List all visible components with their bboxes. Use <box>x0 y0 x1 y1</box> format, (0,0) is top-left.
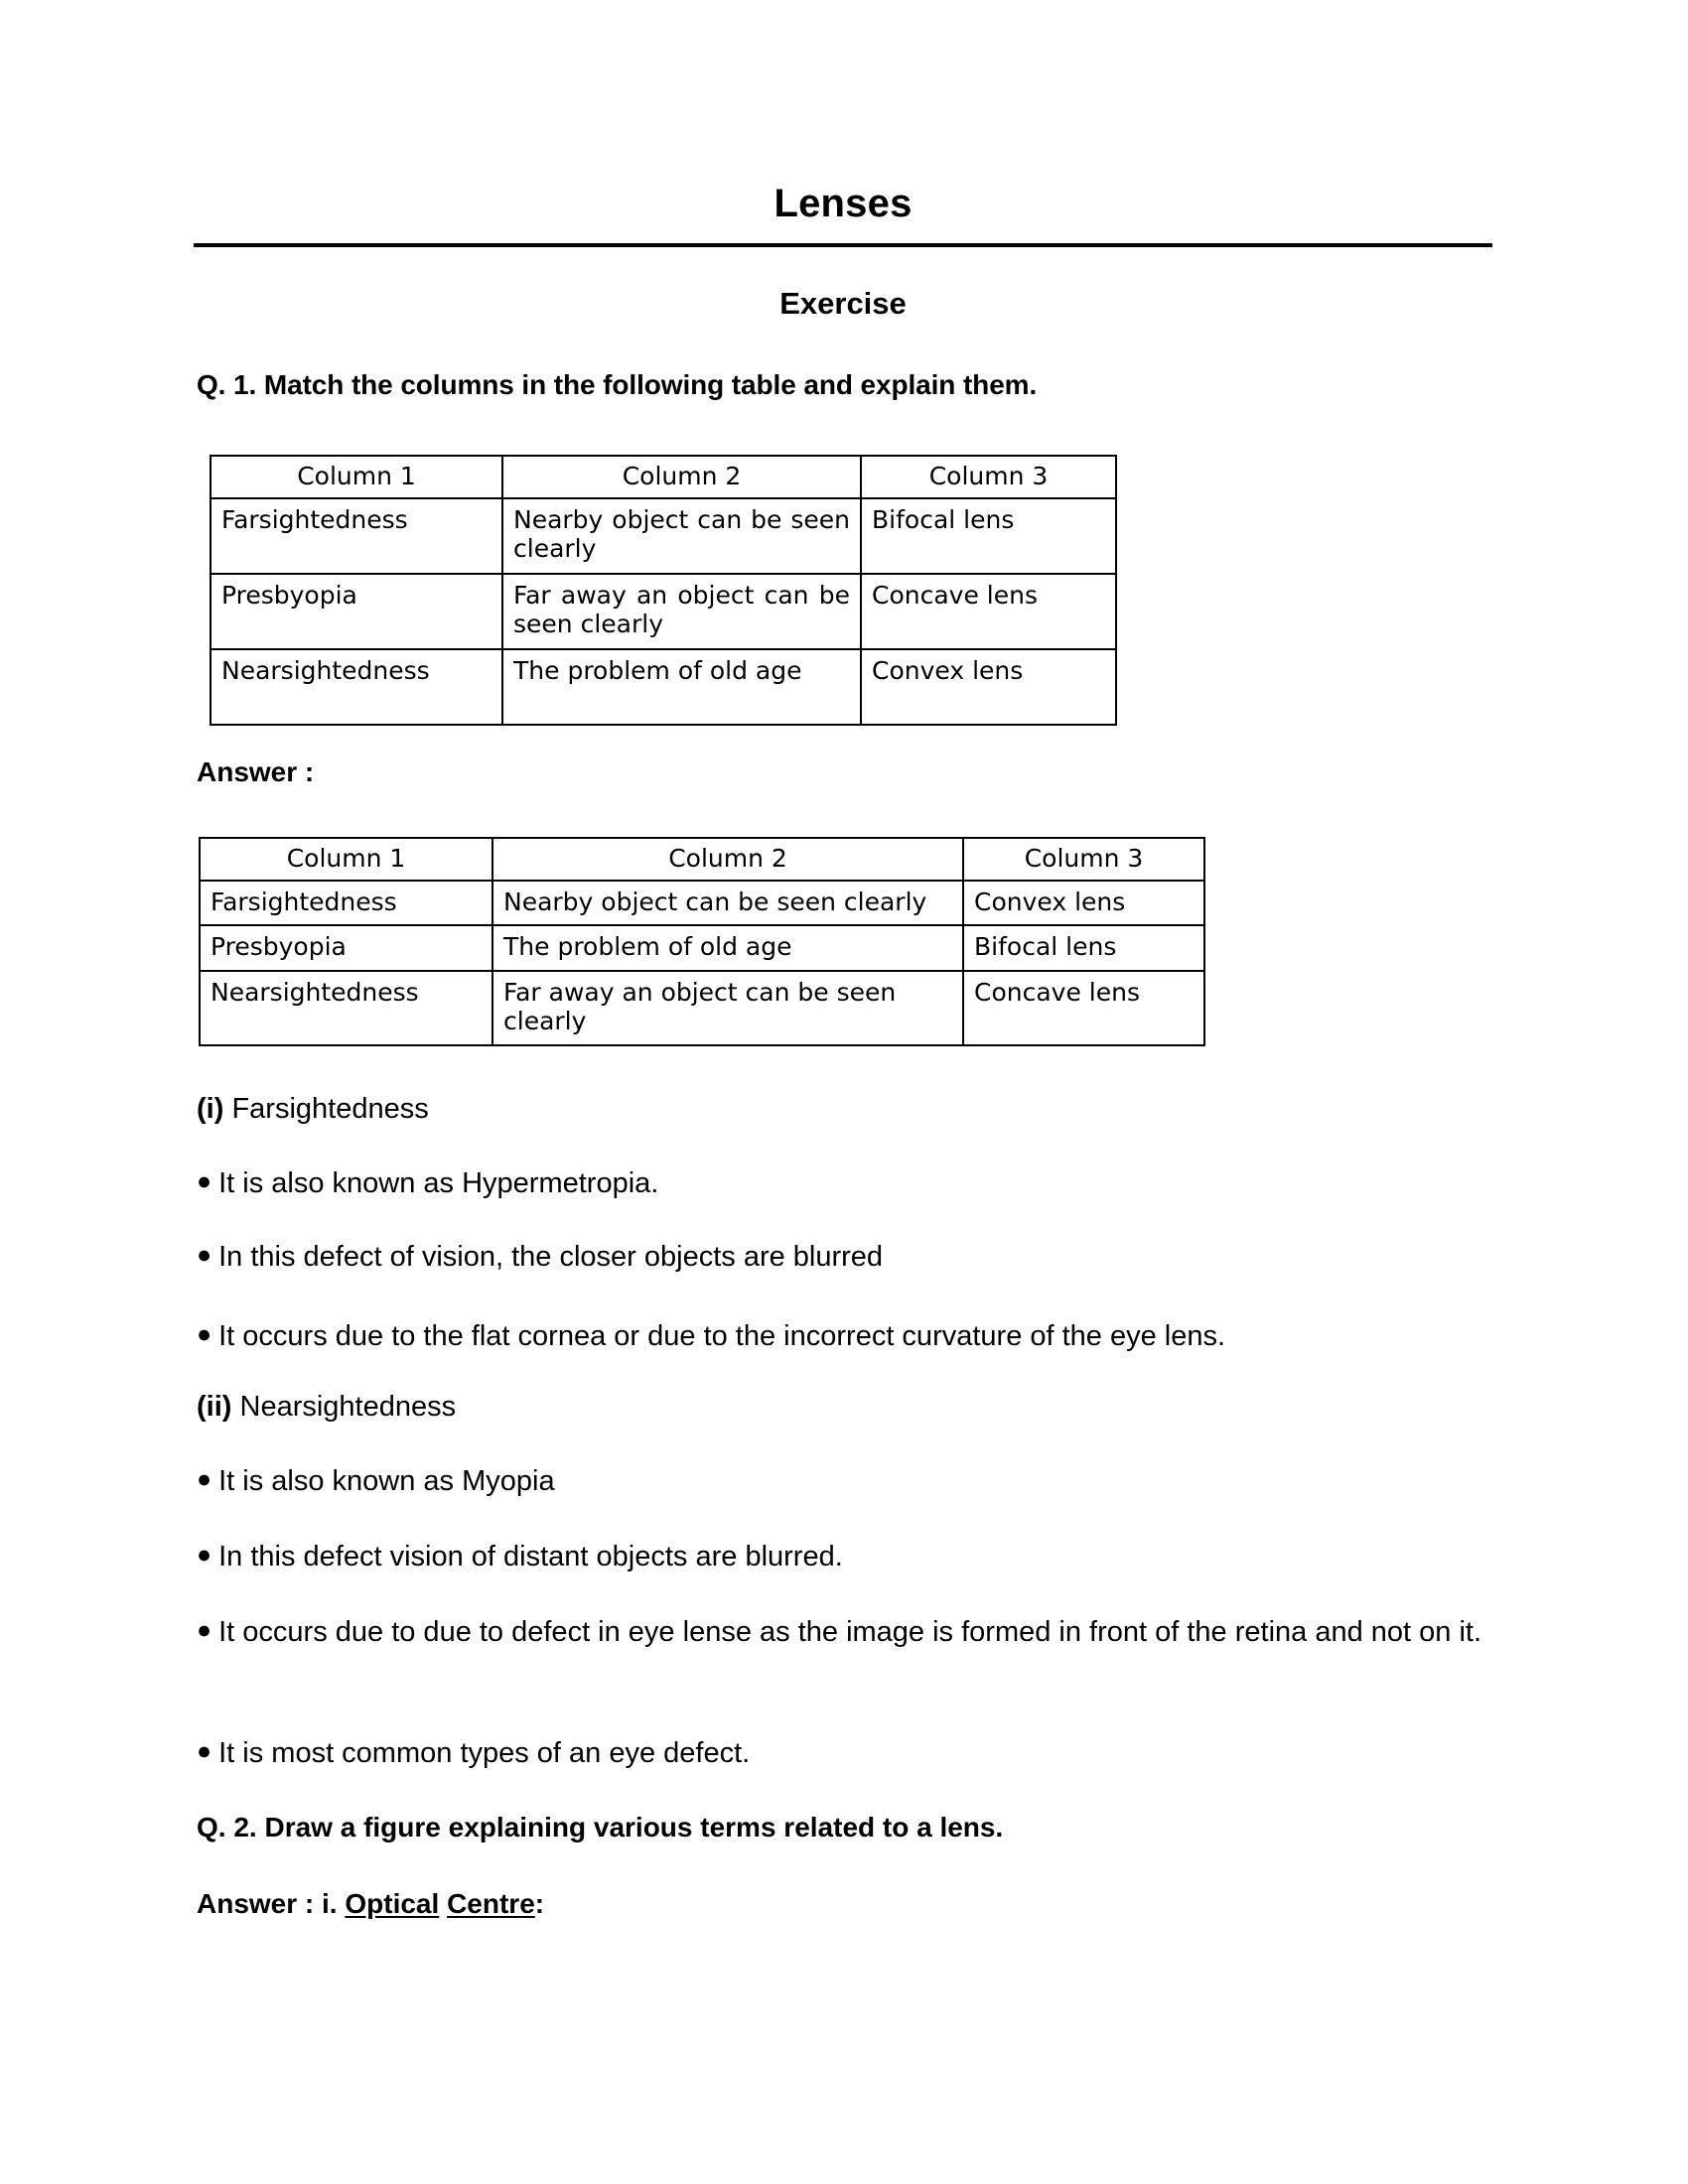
column-header: Column 2 <box>502 456 861 498</box>
bullet-icon: ● <box>197 1737 212 1765</box>
bullet-text: It is also known as Hypermetropia. <box>218 1167 659 1199</box>
table-row <box>200 971 1204 1045</box>
bullet-text: In this defect vision of distant objects are blurred. <box>218 1541 843 1572</box>
table-cell: Nearby object can be seen clearly <box>502 498 861 574</box>
question-2-answer-heading <box>197 1886 544 1923</box>
question-2-heading: Q. 2. Draw a figure explaining various terms related to a lens. <box>197 1812 1004 1843</box>
answer-term-optical: Optical <box>345 1888 440 1919</box>
column-header: Column 1 <box>200 838 492 881</box>
bullet-text: It is also known as Myopia <box>218 1465 555 1497</box>
bullet-text: It is most common types of an eye defect. <box>218 1737 751 1769</box>
table-row <box>211 649 1116 725</box>
bullet-icon: ● <box>197 1541 212 1569</box>
bullet-item <box>197 1462 555 1500</box>
explanation-number: (ii) <box>197 1391 232 1423</box>
table-cell: Bifocal lens <box>963 925 1204 971</box>
table-cell: Presbyopia <box>211 574 502 649</box>
table-row <box>200 925 1204 971</box>
table-cell: Far away an object can be seen clearly <box>492 971 963 1045</box>
page-title: Lenses <box>774 182 913 225</box>
table-header-row <box>200 838 1204 881</box>
bullet-text: In this defect of vision, the closer objects are blurred <box>218 1241 884 1273</box>
table-cell: The problem of old age <box>492 925 963 971</box>
section-heading-exercise: Exercise <box>779 286 907 321</box>
question-1-heading: Q. 1. Match the columns in the following table and explain them. <box>197 369 1038 400</box>
bullet-item <box>197 1538 843 1575</box>
answer-term-centre: Centre <box>447 1888 535 1919</box>
bullet-icon: ● <box>197 1320 212 1348</box>
table-row <box>211 574 1116 649</box>
table-cell: Farsightedness <box>200 881 492 926</box>
table-cell: Nearsightedness <box>211 649 502 725</box>
bullet-icon: ● <box>197 1616 212 1644</box>
bullet-icon: ● <box>197 1167 212 1195</box>
table-cell: Concave lens <box>861 574 1116 649</box>
question-match-table <box>210 455 1117 726</box>
answer-prefix: Answer : i. <box>197 1888 346 1919</box>
table-cell: Bifocal lens <box>861 498 1116 574</box>
answer-suffix: : <box>534 1888 545 1919</box>
column-header: Column 3 <box>861 456 1116 498</box>
table-cell: Presbyopia <box>200 925 492 971</box>
table-header-row <box>211 456 1116 498</box>
bullet-icon: ● <box>197 1241 212 1269</box>
explanation-term: Farsightedness <box>231 1093 429 1125</box>
bullet-item <box>197 1164 658 1202</box>
table-cell: Convex lens <box>963 881 1204 926</box>
answer-match-table <box>199 837 1205 1046</box>
table-row <box>211 498 1116 574</box>
table-cell: The problem of old age <box>502 649 861 725</box>
explanation-heading-ii <box>197 1388 456 1426</box>
table-cell: Convex lens <box>861 649 1116 725</box>
table-cell: Farsightedness <box>211 498 502 574</box>
explanation-number: (i) <box>197 1093 224 1125</box>
bullet-text: It occurs due to the flat cornea or due to the incorrect curvature of the eye lens. <box>218 1320 1226 1352</box>
column-header: Column 2 <box>492 838 963 881</box>
table-row <box>200 881 1204 926</box>
column-header: Column 3 <box>963 838 1204 881</box>
explanation-term: Nearsightedness <box>239 1391 457 1423</box>
table-cell: Nearsightedness <box>200 971 492 1045</box>
bullet-item <box>197 1734 750 1772</box>
table-cell: Nearby object can be seen clearly <box>492 881 963 926</box>
table-cell: Concave lens <box>963 971 1204 1045</box>
column-header: Column 1 <box>211 456 502 498</box>
answer-label: Answer : <box>197 756 315 787</box>
title-divider <box>194 243 1492 247</box>
table-cell: Far away an object can be seen clearly <box>502 574 861 649</box>
bullet-item <box>197 1613 1497 1651</box>
bullet-item <box>197 1238 883 1276</box>
explanation-heading-i <box>197 1090 429 1128</box>
bullet-text: It occurs due to due to defect in eye lense as the image is formed in front of the retina and not on it. <box>218 1616 1482 1648</box>
bullet-icon: ● <box>197 1465 212 1493</box>
bullet-item <box>197 1317 1225 1355</box>
answer-term-space <box>439 1888 447 1919</box>
